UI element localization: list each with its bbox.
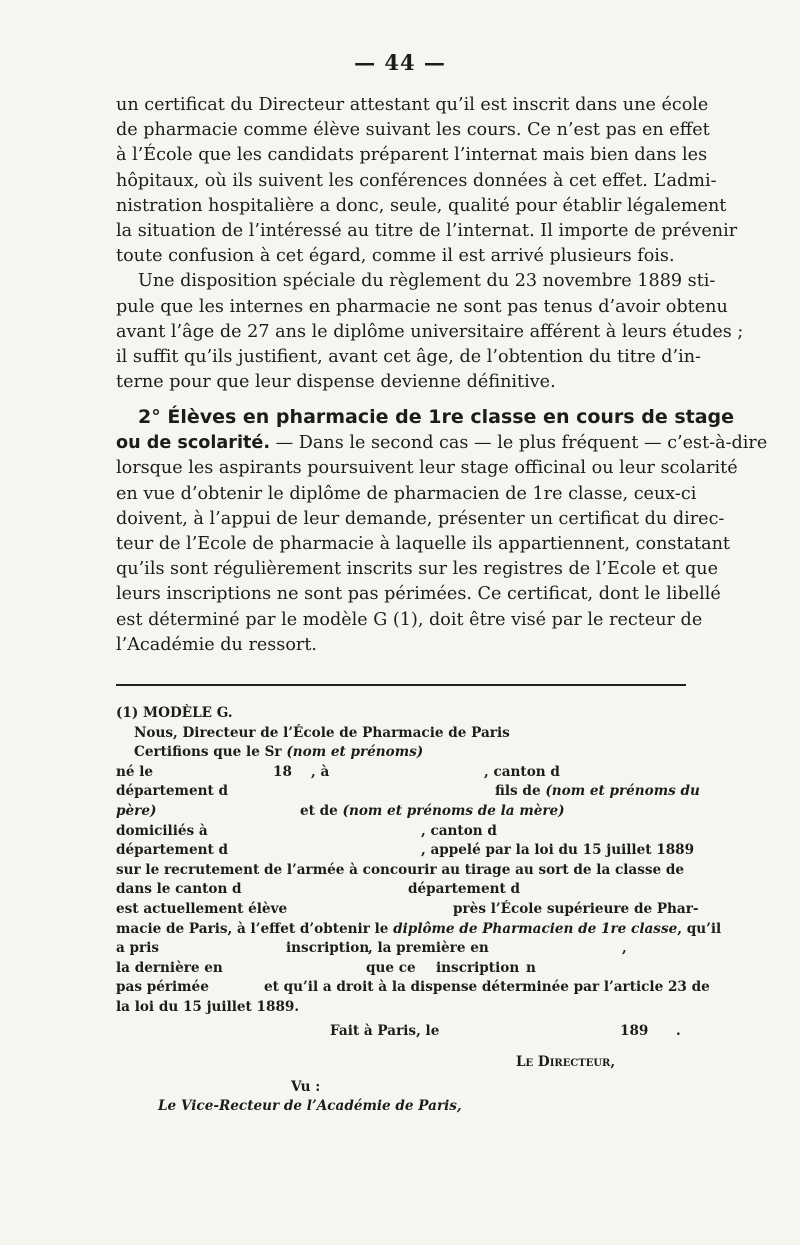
- text-line: leurs inscriptions ne sont pas périmées. Ce certificat, dont le libellé: [116, 584, 721, 605]
- text-line: Une disposition spéciale du règlement du 23 novembre 1889 sti-: [138, 271, 716, 292]
- footnote-italic: père): [116, 802, 157, 819]
- footnote-line: [116, 1078, 688, 1098]
- text-line: à l’École que les candidats préparent l’internat mais bien dans les: [116, 145, 708, 166]
- footnote-text: inscription: [286, 940, 370, 957]
- footnote-line: [116, 743, 688, 763]
- footnote-line: [116, 861, 688, 881]
- footnote-title: [116, 704, 688, 724]
- text-line: pule que les internes en pharmacie ne sont pas tenus d’avoir obtenu: [116, 296, 728, 317]
- footnote-line: [116, 998, 688, 1018]
- footnote-text: département d: [116, 783, 228, 800]
- footnote-text: , la première en: [368, 940, 489, 957]
- footnote-line: [116, 1097, 688, 1117]
- footnote-text: 18: [273, 763, 292, 780]
- footnote-text: et qu’il a droit à la dispense déterminée par l’article 23 de: [264, 979, 710, 996]
- footnote-text: sur le recrutement de l’armée à concourir au tirage au sort de la classe de: [116, 861, 685, 878]
- footnote-line: [116, 1022, 688, 1042]
- footnote-line: [116, 920, 722, 940]
- footnote-text: , appelé par la loi du 15 juillet 1889: [421, 842, 695, 859]
- signature-director: Le Directeur,: [516, 1054, 616, 1071]
- footnote-line: [116, 1053, 688, 1073]
- footnote-text: 189: [620, 1022, 649, 1039]
- footnote-line: [116, 763, 688, 783]
- footnote-line: [116, 822, 688, 842]
- footnote-text: département d: [116, 842, 228, 859]
- footnote-text: que ce: [366, 959, 416, 976]
- footnote-divider: [116, 684, 686, 686]
- footnote-italic: (nom et prénoms): [286, 744, 424, 761]
- page-number: — 44 —: [354, 50, 446, 75]
- footnote-italic: (nom et prénoms de la mère): [342, 802, 565, 819]
- footnote-text: Certifions que le Sr: [134, 744, 287, 761]
- footnote-text: Vu :: [291, 1078, 321, 1095]
- footnote-line: [116, 978, 710, 998]
- footnote-text: [134, 743, 423, 763]
- footnote-italic: (nom et prénoms du: [545, 783, 700, 800]
- section-heading: 2° Élèves en pharmacie de 1re classe en cours de stage: [138, 406, 735, 429]
- footnote-text: né le: [116, 763, 154, 780]
- footnote-text: inscription: [436, 959, 520, 976]
- footnote-text: fils de: [495, 783, 546, 800]
- main-text: [116, 93, 768, 658]
- heading-bold-part: ou de scolarité.: [116, 433, 271, 454]
- footnote-text: pas périmée: [116, 979, 209, 996]
- footnote-text: ,: [622, 940, 627, 957]
- footnote-text: , canton d: [421, 822, 497, 839]
- footnote-text: [116, 802, 156, 822]
- footnote-line: [116, 880, 688, 900]
- footnote-text: Fait à Paris, le: [330, 1022, 440, 1039]
- footnote-text: [495, 782, 700, 802]
- text-line: l’Académie du ressort.: [116, 634, 317, 655]
- footnote-text: n: [526, 959, 536, 976]
- footnote-text: est actuellement élève: [116, 900, 288, 917]
- text-line: un certificat du Directeur attestant qu’il est inscrit dans une école: [116, 95, 709, 115]
- footnote-text: [116, 920, 721, 940]
- footnote-text: , à: [311, 763, 330, 780]
- footnote-text: dans le canton d: [116, 881, 242, 898]
- footnote-text: la loi du 15 juillet 1889.: [116, 998, 300, 1015]
- footnote-title-text: (1) MODÈLE G.: [116, 705, 233, 721]
- signature-vice-rector: Le Vice-Recteur de l’Académie de Paris,: [158, 1098, 462, 1115]
- text-line: teur de l’Ecole de pharmacie à laquelle ils appartiennent, constatant: [116, 534, 730, 554]
- text-line: terne pour que leur dispense devienne définitive.: [116, 372, 556, 393]
- text-line: qu’ils sont régulièrement inscrits sur les registres de l’Ecole et que: [116, 559, 719, 580]
- heading-continuation: [116, 431, 768, 456]
- text-line: toute confusion à cet égard, comme il est arrivé plusieurs fois.: [116, 246, 675, 267]
- footnote-text: département d: [408, 881, 520, 898]
- footnote-line: [116, 900, 699, 920]
- text-line: est déterminé par le modèle G (1), doit être visé par le recteur de: [116, 609, 703, 630]
- footnote-line: [116, 782, 700, 802]
- footnote-model-g: [116, 704, 722, 1117]
- text-line: il suffit qu’ils justifient, avant cet âge, de l’obtention du titre d’in-: [116, 346, 701, 367]
- footnote-line: [116, 802, 688, 822]
- footnote-text: près l’École supérieure de Phar-: [453, 900, 699, 917]
- text-line: la situation de l’intéressé au titre de l’internat. Il importe de prévenir: [116, 220, 738, 241]
- footnote-line: [116, 959, 688, 979]
- footnote-italic: diplôme de Pharmacien de 1re classe: [393, 920, 678, 937]
- text-line: hôpitaux, où ils suivent les conférences données à cet effet. L’admi-: [116, 170, 717, 191]
- footnote-line: [116, 939, 688, 959]
- footnote-line: [116, 724, 688, 744]
- footnote-text: a pris: [116, 940, 160, 957]
- footnote-text: macie de Paris, à l’effet d’obtenir le: [116, 920, 394, 937]
- text-line: avant l’âge de 27 ans le diplôme universitaire afférent à leurs études ;: [116, 321, 744, 342]
- footnote-text: la dernière en: [116, 959, 223, 976]
- text-line: lorsque les aspirants poursuivent leur stage officinal ou leur scolarité: [116, 458, 738, 479]
- footnote-text: , qu’il: [677, 920, 722, 937]
- footnote-text: Nous, Directeur de l’École de Pharmacie de Paris: [134, 724, 510, 741]
- text-line: doivent, à l’appui de leur demande, présenter un certificat du direc-: [116, 508, 725, 529]
- footnote-text: , canton d: [484, 763, 560, 780]
- footnote-text: et de: [300, 802, 343, 819]
- footnote-text: .: [676, 1022, 681, 1039]
- heading-rest: — Dans le second cas — le plus fréquent — c’est-à-dire: [270, 433, 768, 454]
- text-line: en vue d’obtenir le diplôme de pharmacien de 1re classe, ceux-ci: [116, 483, 697, 504]
- text-line: nistration hospitalière a donc, seule, qualité pour établir légalement: [116, 195, 727, 216]
- text-line: de pharmacie comme élève suivant les cours. Ce n’est pas en effet: [116, 120, 710, 141]
- footnote-text: domiciliés à: [116, 822, 208, 839]
- footnote-line: [116, 841, 695, 861]
- footnote-text: [300, 802, 565, 822]
